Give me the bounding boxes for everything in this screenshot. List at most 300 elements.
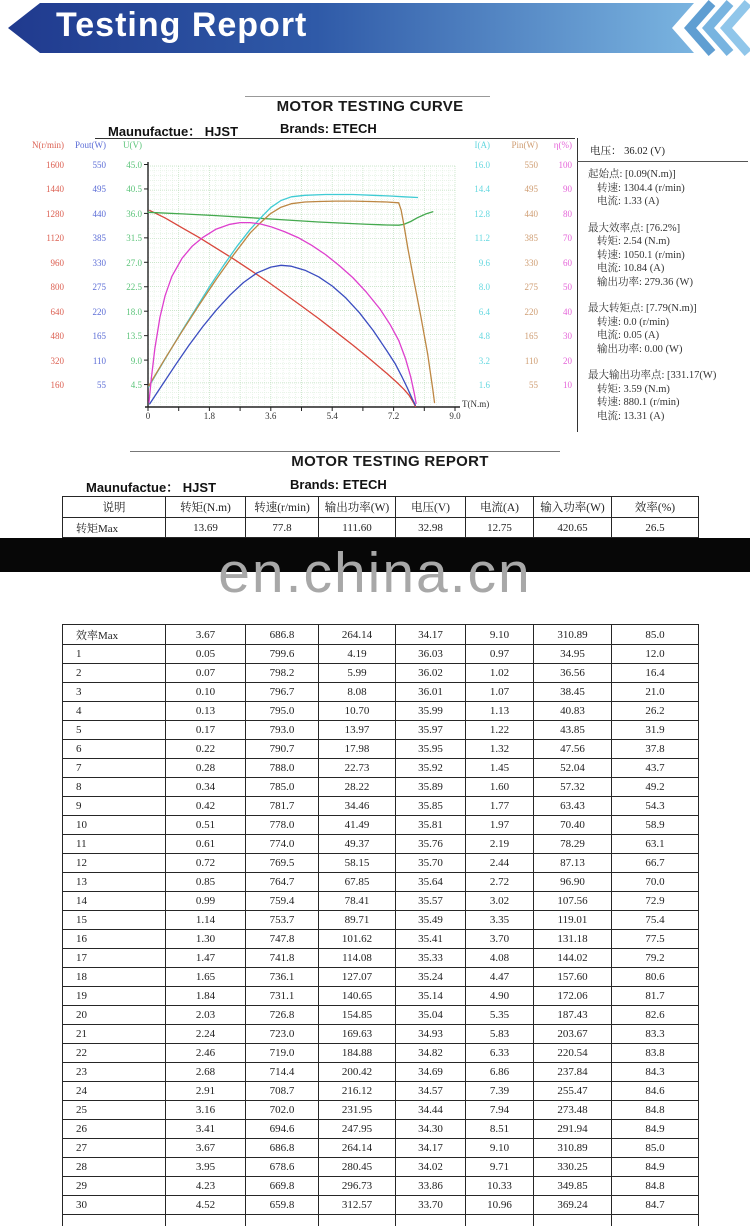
table-cell: 255.47: [534, 1082, 612, 1101]
info-panel-rule: [577, 161, 748, 162]
table-cell: 140.65: [319, 987, 396, 1006]
report-brands: [290, 477, 387, 492]
info-group-title: 最大效率点: [76.2%]: [588, 222, 746, 236]
voltage-value: 36.02 (V): [624, 146, 665, 157]
divider-line: [245, 96, 490, 97]
table-cell: 34.17: [396, 625, 466, 645]
table-cell: 67.85: [319, 873, 396, 892]
axis-tick-label: 14.4: [458, 184, 490, 194]
table-cell: 127.07: [319, 968, 396, 987]
table-cell: 10.33: [466, 1177, 534, 1196]
manufacturer-value: HJST: [183, 480, 216, 495]
table-cell: 1.45: [466, 759, 534, 778]
report-table-main: [62, 624, 699, 1226]
table-row: [63, 968, 699, 987]
table-cell: 723.0: [246, 1025, 319, 1044]
table-cell: 719.0: [246, 1044, 319, 1063]
axis-tick-label: 110: [494, 356, 538, 366]
info-group-line: 电流: 10.84 (A): [588, 262, 746, 276]
table-cell: 35.49: [396, 911, 466, 930]
table-cell: 47.56: [534, 740, 612, 759]
axis-tick-label: 1440: [14, 184, 64, 194]
table-cell: 效率Max: [63, 625, 166, 645]
curve-info-panel: [588, 168, 746, 436]
table-cell: 291.94: [534, 1120, 612, 1139]
x-tick-label: 3.6: [251, 411, 291, 421]
table-header-row: [63, 497, 699, 518]
axis-tick-label: 20: [540, 356, 572, 366]
table-row: [63, 702, 699, 721]
table-cell: 774.0: [246, 835, 319, 854]
axis-tick-label: 9.0: [98, 356, 142, 366]
info-group-title: 最大输出功率点: [331.17(W): [588, 369, 746, 383]
axis-tick-label: 165: [60, 331, 106, 341]
table-cell: 708.7: [246, 1082, 319, 1101]
table-cell: 2.03: [166, 1006, 246, 1025]
table-cell: [319, 1215, 396, 1226]
table-cell: 2.91: [166, 1082, 246, 1101]
table-cell: 75.4: [612, 911, 699, 930]
table-cell: 0.51: [166, 816, 246, 835]
table-cell: 57.32: [534, 778, 612, 797]
axis-header: I(A): [458, 140, 490, 150]
table-cell: 273.48: [534, 1101, 612, 1120]
table-cell: 200.42: [319, 1063, 396, 1082]
table-cell: 4.23: [166, 1177, 246, 1196]
table-row: [63, 664, 699, 683]
axis-tick-label: 70: [540, 233, 572, 243]
axis-tick-label: 8.0: [458, 282, 490, 292]
table-cell: 669.8: [246, 1177, 319, 1196]
info-group-title: 最大转矩点: [7.79(N.m)]: [588, 302, 746, 316]
axis-tick-label: 12.8: [458, 209, 490, 219]
table-cell: 84.8: [612, 1177, 699, 1196]
table-cell: 52.04: [534, 759, 612, 778]
axis-tick-label: 60: [540, 258, 572, 268]
table-cell: 8.51: [466, 1120, 534, 1139]
table-cell: 1.14: [166, 911, 246, 930]
axis-tick-label: 495: [494, 184, 538, 194]
table-row: [63, 759, 699, 778]
table-cell: 23: [63, 1063, 166, 1082]
brands-label: Brands:: [290, 477, 339, 492]
table-cell: 247.95: [319, 1120, 396, 1139]
x-tick-label: 7.2: [374, 411, 414, 421]
table-cell: 35.81: [396, 816, 466, 835]
table-cell: 231.95: [319, 1101, 396, 1120]
table-cell: 63.43: [534, 797, 612, 816]
brands-value: ETECH: [333, 121, 377, 136]
table-cell: 19: [63, 987, 166, 1006]
axis-tick-label: 13.5: [98, 331, 142, 341]
table-cell: 785.0: [246, 778, 319, 797]
table-cell: 678.6: [246, 1158, 319, 1177]
efficiency-max-row: [63, 625, 699, 645]
report-section-title: MOTOR TESTING REPORT: [270, 453, 510, 470]
table-cell: 3.41: [166, 1120, 246, 1139]
table-cell: 21.0: [612, 683, 699, 702]
table-cell: 781.7: [246, 797, 319, 816]
header-underline: [95, 138, 575, 139]
column-header-cell: 电压(V): [396, 497, 466, 518]
table-row: [63, 1158, 699, 1177]
table-cell: 1.77: [466, 797, 534, 816]
table-cell: 1.97: [466, 816, 534, 835]
brands-label: Brands:: [280, 121, 329, 136]
table-cell: 0.17: [166, 721, 246, 740]
table-cell: 80.6: [612, 968, 699, 987]
table-row: [63, 1006, 699, 1025]
axis-header: U(V): [98, 140, 142, 150]
voltage-label: 电压：: [590, 146, 622, 157]
table-cell: 3.70: [466, 930, 534, 949]
axis-tick-label: 31.5: [98, 233, 142, 243]
table-cell: 35.76: [396, 835, 466, 854]
curve-Pin: [149, 201, 435, 403]
axis-tick-label: 11.2: [458, 233, 490, 243]
axis-tick-label: 22.5: [98, 282, 142, 292]
torque-max-row: [63, 518, 699, 538]
column-header-cell: 效率(%): [612, 497, 699, 518]
table-cell: 3.02: [466, 892, 534, 911]
table-cell: 296.73: [319, 1177, 396, 1196]
table-cell: 10.70: [319, 702, 396, 721]
table-cell: 0.05: [166, 645, 246, 664]
table-cell: 34.93: [396, 1025, 466, 1044]
table-cell: [396, 1215, 466, 1226]
table-cell: 77.5: [612, 930, 699, 949]
table-cell: [63, 1215, 166, 1226]
table-cell: 0.99: [166, 892, 246, 911]
table-cell: 3.95: [166, 1158, 246, 1177]
table-cell: 686.8: [246, 625, 319, 645]
table-cell: 798.2: [246, 664, 319, 683]
table-row: [63, 835, 699, 854]
table-cell: 114.08: [319, 949, 396, 968]
brands-value: ETECH: [343, 477, 387, 492]
manufacturer-value: HJST: [205, 124, 238, 139]
table-cell: 2.44: [466, 854, 534, 873]
curve-I: [149, 195, 418, 387]
axis-tick-label: 1600: [14, 160, 64, 170]
table-cell: [534, 1215, 612, 1226]
table-cell: 35.41: [396, 930, 466, 949]
axis-tick-label: 110: [60, 356, 106, 366]
header-banner: [0, 0, 750, 58]
table-cell: 70.0: [612, 873, 699, 892]
table-cell: 35.89: [396, 778, 466, 797]
table-cell: 84.8: [612, 1101, 699, 1120]
table-cell: 34.69: [396, 1063, 466, 1082]
table-cell: 36.01: [396, 683, 466, 702]
table-cell: 369.24: [534, 1196, 612, 1215]
table-cell: 49.37: [319, 835, 396, 854]
info-group-line: 转速: 0.0 (r/min): [588, 316, 746, 330]
axis-tick-label: 800: [14, 282, 64, 292]
table-cell: 8.08: [319, 683, 396, 702]
table-cell: 13.97: [319, 721, 396, 740]
table-cell: 58.9: [612, 816, 699, 835]
table-cell: 34.02: [396, 1158, 466, 1177]
axis-header: η(%): [540, 140, 572, 150]
table-cell: 35.92: [396, 759, 466, 778]
axis-tick-label: 165: [494, 331, 538, 341]
table-cell: 14: [63, 892, 166, 911]
table-row: [63, 854, 699, 873]
table-cell: 7.94: [466, 1101, 534, 1120]
table-row: [63, 1101, 699, 1120]
axis-tick-label: 385: [494, 233, 538, 243]
table-cell: 349.85: [534, 1177, 612, 1196]
manufacturer-label: Maunufactue：: [86, 480, 179, 495]
table-cell: 8: [63, 778, 166, 797]
table-cell: 84.9: [612, 1158, 699, 1177]
table-cell: 131.18: [534, 930, 612, 949]
axis-tick-label: 320: [14, 356, 64, 366]
axis-tick-label: 1120: [14, 233, 64, 243]
table-cell: 15: [63, 911, 166, 930]
table-cell: 16: [63, 930, 166, 949]
axis-tick-label: 90: [540, 184, 572, 194]
info-group: [588, 222, 746, 290]
table-cell: 35.04: [396, 1006, 466, 1025]
table-cell: [246, 1215, 319, 1226]
table-cell: 2.68: [166, 1063, 246, 1082]
table-cell: 4.47: [466, 968, 534, 987]
info-group: [588, 302, 746, 356]
table-cell: 793.0: [246, 721, 319, 740]
table-cell: 33.70: [396, 1196, 466, 1215]
table-cell: 237.84: [534, 1063, 612, 1082]
axis-header: Pin(W): [494, 140, 538, 150]
table-cell: 37.8: [612, 740, 699, 759]
table-cell: 3.35: [466, 911, 534, 930]
table-cell: 1.22: [466, 721, 534, 740]
table-cell: 769.5: [246, 854, 319, 873]
column-header-cell: 电流(A): [466, 497, 534, 518]
divider-line: [130, 451, 560, 452]
info-group-line: 输出功率: 279.36 (W): [588, 276, 746, 290]
table-cell: 3: [63, 683, 166, 702]
table-row: [63, 1177, 699, 1196]
table-cell: 22: [63, 1044, 166, 1063]
table-cell: 78.41: [319, 892, 396, 911]
table-row: [63, 683, 699, 702]
table-cell: 26.2: [612, 702, 699, 721]
table-cell: 83.8: [612, 1044, 699, 1063]
axis-tick-label: 160: [14, 380, 64, 390]
column-header-cell: 转速(r/min): [246, 497, 319, 518]
table-cell: 3.67: [166, 1139, 246, 1158]
table-cell: 17: [63, 949, 166, 968]
report-manufacturer: [86, 477, 216, 496]
table-cell: 0.97: [466, 645, 534, 664]
table-cell: 9.71: [466, 1158, 534, 1177]
table-cell: 5.99: [319, 664, 396, 683]
table-cell: 12.75: [466, 518, 534, 538]
table-cell: 4.19: [319, 645, 396, 664]
table-cell: 36.56: [534, 664, 612, 683]
table-cell: 30: [63, 1196, 166, 1215]
table-cell: 264.14: [319, 625, 396, 645]
axis-tick-label: 275: [494, 282, 538, 292]
table-cell: 84.9: [612, 1120, 699, 1139]
table-cell: 0.61: [166, 835, 246, 854]
table-cell: 34.57: [396, 1082, 466, 1101]
table-cell: 5.83: [466, 1025, 534, 1044]
table-cell: 78.29: [534, 835, 612, 854]
table-cell: 43.85: [534, 721, 612, 740]
table-row: [63, 1196, 699, 1215]
table-cell: 72.9: [612, 892, 699, 911]
table-cell: 420.65: [534, 518, 612, 538]
table-cell: 764.7: [246, 873, 319, 892]
table-cell: 736.1: [246, 968, 319, 987]
axis-tick-label: 27.0: [98, 258, 142, 268]
table-cell: 4.08: [466, 949, 534, 968]
table-cell: 310.89: [534, 1139, 612, 1158]
watermark-zone: [0, 538, 750, 624]
table-cell: 187.43: [534, 1006, 612, 1025]
table-row: [63, 873, 699, 892]
axis-tick-label: 440: [60, 209, 106, 219]
axis-tick-label: 18.0: [98, 307, 142, 317]
table-cell: 741.8: [246, 949, 319, 968]
table-cell: 312.57: [319, 1196, 396, 1215]
axis-tick-label: 330: [60, 258, 106, 268]
axis-tick-label: 220: [494, 307, 538, 317]
table-cell: 184.88: [319, 1044, 396, 1063]
table-cell: 18: [63, 968, 166, 987]
table-cell: 0.22: [166, 740, 246, 759]
table-cell: 12.0: [612, 645, 699, 664]
axis-tick-label: 80: [540, 209, 572, 219]
axis-tick-label: 9.6: [458, 258, 490, 268]
table-cell: 1.30: [166, 930, 246, 949]
table-cell: 25: [63, 1101, 166, 1120]
table-cell: 87.13: [534, 854, 612, 873]
table-cell: 96.90: [534, 873, 612, 892]
axis-tick-label: 40.5: [98, 184, 142, 194]
table-cell: 43.7: [612, 759, 699, 778]
column-header-cell: 说明: [63, 497, 166, 518]
table-cell: 1.47: [166, 949, 246, 968]
table-cell: 32.98: [396, 518, 466, 538]
table-cell: 49.2: [612, 778, 699, 797]
manufacturer-label: Maunufactue：: [108, 124, 201, 139]
axis-tick-label: 220: [60, 307, 106, 317]
table-cell: 2.72: [466, 873, 534, 892]
table-cell: 111.60: [319, 518, 396, 538]
x-tick-label: 9.0: [435, 411, 475, 421]
table-cell: 79.2: [612, 949, 699, 968]
info-group-line: 转矩: 2.54 (N.m): [588, 235, 746, 249]
report-table-top: [62, 496, 699, 538]
curve-Pout: [150, 265, 416, 405]
table-cell: 35.24: [396, 968, 466, 987]
table-cell: 753.7: [246, 911, 319, 930]
table-cell: 66.7: [612, 854, 699, 873]
table-cell: 21: [63, 1025, 166, 1044]
table-cell: 36.02: [396, 664, 466, 683]
table-cell: 20: [63, 1006, 166, 1025]
table-cell: 1.02: [466, 664, 534, 683]
table-cell: 1.13: [466, 702, 534, 721]
table-cell: 6.86: [466, 1063, 534, 1082]
table-cell: 转矩Max: [63, 518, 166, 538]
table-cell: 6: [63, 740, 166, 759]
table-cell: 58.15: [319, 854, 396, 873]
table-cell: 33.86: [396, 1177, 466, 1196]
table-row: [63, 892, 699, 911]
table-cell: 4.52: [166, 1196, 246, 1215]
table-cell: 85.0: [612, 1139, 699, 1158]
table-cell: 34.46: [319, 797, 396, 816]
table-cell: 35.97: [396, 721, 466, 740]
table-cell: 788.0: [246, 759, 319, 778]
table-cell: 85.0: [612, 625, 699, 645]
table-cell: 0.34: [166, 778, 246, 797]
table-cell: 694.6: [246, 1120, 319, 1139]
table-cell: [466, 1215, 534, 1226]
table-row: [63, 1139, 699, 1158]
table-cell: 4: [63, 702, 166, 721]
table-cell: 38.45: [534, 683, 612, 702]
axis-tick-label: 640: [14, 307, 64, 317]
table-cell: 0.07: [166, 664, 246, 683]
table-cell: 220.54: [534, 1044, 612, 1063]
info-group-line: 转速: 1304.4 (r/min): [588, 182, 746, 196]
table-cell: 2.46: [166, 1044, 246, 1063]
table-cell: 4.90: [466, 987, 534, 1006]
table-cell: 13.69: [166, 518, 246, 538]
table-cell: 119.01: [534, 911, 612, 930]
table-row: [63, 816, 699, 835]
table-cell: 34.17: [396, 1139, 466, 1158]
table-cell: 203.67: [534, 1025, 612, 1044]
x-axis-label: T(N.m): [462, 399, 489, 409]
table-row: [63, 987, 699, 1006]
table-cell: 0.13: [166, 702, 246, 721]
table-row: [63, 1082, 699, 1101]
table-cell: 83.3: [612, 1025, 699, 1044]
table-cell: 107.56: [534, 892, 612, 911]
table-row: [63, 1025, 699, 1044]
table-cell: 790.7: [246, 740, 319, 759]
table-cell: 9.10: [466, 1139, 534, 1158]
table-cell: 778.0: [246, 816, 319, 835]
info-group-line: 转速: 1050.1 (r/min): [588, 249, 746, 263]
table-cell: 0.28: [166, 759, 246, 778]
table-cell: 280.45: [319, 1158, 396, 1177]
table-cell: 82.6: [612, 1006, 699, 1025]
table-cell: 101.62: [319, 930, 396, 949]
table-cell: 34.30: [396, 1120, 466, 1139]
axis-tick-label: 55: [494, 380, 538, 390]
table-cell: 264.14: [319, 1139, 396, 1158]
info-group-line: 电流: 1.33 (A): [588, 195, 746, 209]
table-cell: 22.73: [319, 759, 396, 778]
table-cell: 310.89: [534, 625, 612, 645]
table-row: [63, 911, 699, 930]
axis-tick-label: 960: [14, 258, 64, 268]
table-cell: 35.64: [396, 873, 466, 892]
table-cell: 702.0: [246, 1101, 319, 1120]
table-cell: 12: [63, 854, 166, 873]
table-cell: 686.8: [246, 1139, 319, 1158]
table-cell: 40.83: [534, 702, 612, 721]
table-cell: [166, 1215, 246, 1226]
